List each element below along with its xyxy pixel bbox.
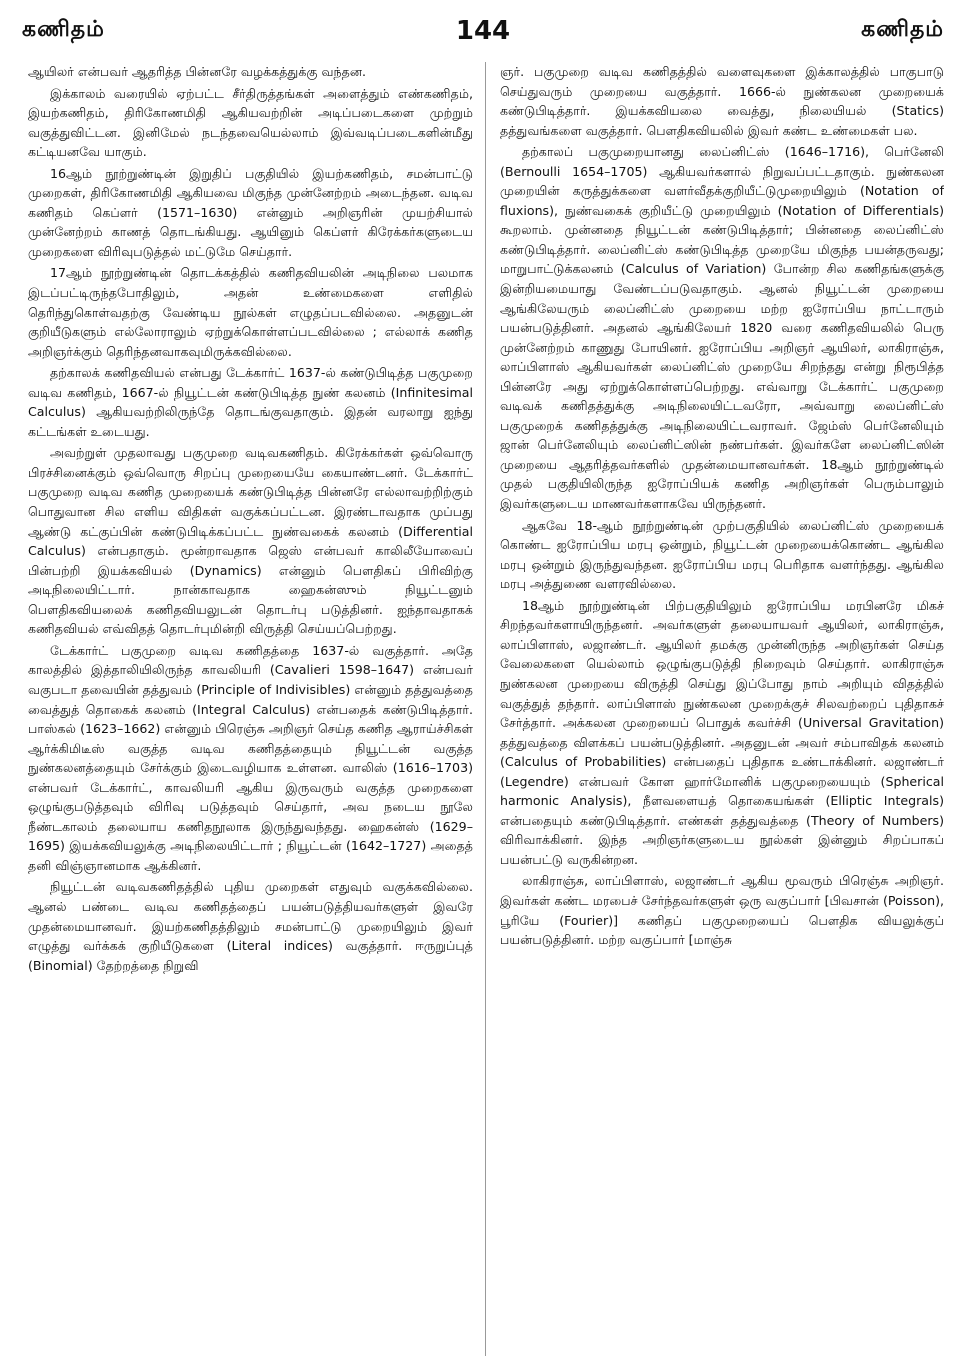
paragraph: டேக்கார்ட் பகுமுறை வடிவ கணிதத்தை 1637-ல் வகுத்தார். அதே காலத்தில் இத்தாலியிலிருந்த காவலியரி (Cavalieri 1598–1647) என்பவர் வகுபடா தவையின் தத்துவம் (Principle of Indivisibles) என்னும் தத்துவத்தை வைத்துத் தொகைக் கலனம் (Integral Calculus) என்பதைக் கண்டுபிடித்தார். பாஸ்கல் (1623–1662) என்னும் பிரெஞ்சு அறிஞர் செய்த கணித ஆராய்ச்சிகள் ஆர்க்கிமிடீஸ் வகுத்த வடிவ கணிதத்தையும் நியூட்டன் வகுத்த நுண்கலனத்தையும் சேர்க்கும் இடைவழியாக உள்ளன. வாலிஸ் (1616–1703) என்பவர் டேக்கார்ட், காவலியரி ஆகிய இருவரும் வகுத்த முறைகளை ஒழுங்குபடுத்தவும் விரிவு படுத்தவும் செய்தார், அவ நடைய நூலே நீண்டகாலம் தலையாய கணிதநூலாக இருந்துவந்தது. ஹைகன்ஸ் (1629–1695) இயக்கவியலுக்கு அடிநிலையிட்டார் ; நியூட்டன் (1642–1727) அதைத் தனி விஞ்ஞானமாக ஆக்கினர். xyxy=(28,642,473,873)
page-number: 144 xyxy=(455,16,511,46)
paragraph: லாகிராஞ்சு, லாப்பிளாஸ், லஜாண்டர் ஆகிய மூவரும் பிரெஞ்சு அறிஞர். இவர்கள் கண்ட மரபைச் சேர்ந்தவர்களுள் ஒரு வகுப்பார் [பிவசான் (Poisson), பூரியே (Fourier)] கணிதப் பகுமுறையைப் பௌதிக வியலுக்குப் பயன்படுத்தினர். மற்ற வகுப்பார் [மாஞ்சு xyxy=(500,873,944,948)
paragraph: நியூட்டன் வடிவகணிதத்தில் புதிய முறைகள் எதுவும் வகுக்கவில்லை. ஆனல் பண்டை வடிவ கணிதத்தைப் பயன்படுத்தியவர்களுள் இவரே முதன்மையானவர். இயற்கணிதத்திலும் சமன்பாட்டு முறையிலும் இவர் எழுத்து வர்க்கக் குறியீடுகளை (Literal indices) வகுத்தார். ஈருறுப்புத் (Binomial) தேற்றத்தை நிறுவி xyxy=(28,879,473,973)
paragraph: 16ஆம் நூற்றுண்டின் இறுதிப் பகுதியில் இயற்கணிதம், சமன்பாட்டு முறைகள், திரிகோணமிதி ஆகியவை மிகுந்த முன்னேற்றம் அடைந்தன. வடிவ கணிதம் கெப்ளர் (1571–1630) என்னும் அறிஞரின் முயற்சியால் முன்னேற்றம் காணத் தொடங்கியது. ஆயினும் கெப்ளர் கிரேக்கர்களுடைய முறைகளை விரிவுபடுத்தல் மட்டுமே செய்தார். xyxy=(28,165,473,259)
left-column xyxy=(28,62,486,1356)
paragraph: இக்காலம் வரையில் ஏற்பட்ட சீர்திருத்தங்கள் அளைத்தும் எண்கணிதம், இயற்கணிதம், திரிகோணமிதி ஆகியவற்றின் அடிப்படைகளை முற்றும் வகுத்துவிட்டன. இனிமேல் நடந்தவையெல்லாம் இவ்வடிப்படைகளின்மீது கட்டியனவே யாகும். xyxy=(28,85,473,160)
page-header xyxy=(22,10,944,52)
paragraph: 17ஆம் நூற்றுண்டின் தொடக்கத்தில் கணிதவியலின் அடிநிலை பலமாக இடப்பட்டிருந்தபோதிலும், அதன் உண்மைகளை எளிதில் தெரிந்துகொள்வதற்கு வேண்டிய நூல்கள் எழுதப்படவில்லை. அதனுடன் குறியீடுகளும் எல்லோராலும் ஏற்றுக்கொள்ளப்படவில்லை ; எல்லாக் கணித அறிஞர்க்கும் தெரிந்தனவாகவுமிருக்கவில்லை. xyxy=(28,265,473,359)
running-head-right: கணிதம் xyxy=(861,17,944,42)
paragraph: அவற்றுள் முதலாவது பகுமுறை வடிவகணிதம். கிரேக்கர்கள் ஒவ்வொரு பிரச்சினைக்கும் ஒவ்வொரு சிறப்பு முறையையே கையாண்டனர். டேக்கார்ட் பகுமுறை வடிவ கணித முறையைக் கண்டுபிடித்த பின்னரே எல்லாவற்றிற்கும் பொதுவான சில எளிய விதிகள் வகுக்கப்பட்டன. இரண்டாவதாக முப்பது ஆண்டு கட்குப்பின் கண்டுபிடிக்கப்பட்ட நுண்வகைக் கலனம் (Differential Calculus) என்பதாகும். மூன்றாவதாக ஜெஸ் என்பவர் காலிலீயோவைப் பின்பற்றி இயக்கவியல் (Dynamics) என்னும் பௌதிகப் பிரிவிற்கு அடிநிலையிட்டார். நான்காவதாக ஹைகன்ஸும் நியூட்டனும் பௌதிகவியலைக் கணிதவியலுடன் தொடர்பு படுத்தினர். ஐந்தாவதாகக் கணிதவியல் எவ்விதத் தொடர்புமின்றி விருத்தி செய்யப்பெற்றது. xyxy=(28,445,473,637)
paragraph: ஆயிலர் என்பவர் ஆதரித்த பின்னரே வழக்கத்துக்கு வந்தன. xyxy=(28,64,367,79)
paragraph: ஆகவே 18-ஆம் நூற்றுண்டின் முற்பகுதியில் லைப்னிட்ஸ் முறையைக் கொண்ட ஐரோப்பிய மரபு ஒன்றும், நியூட்டன் முறையைக்கொண்ட ஆங்கில மரபு ஒன்றும் இருந்துவந்தன. ஐரோப்பிய மரபு பெரிதாக வளர்ந்தது. ஆங்கில மரபு அத்துணை வளரவில்லை. xyxy=(500,517,944,592)
running-head-left: கணிதம் xyxy=(22,17,105,42)
right-column xyxy=(486,62,944,1356)
paragraph: ஞர். பகுமுறை வடிவ கணிதத்தில் வளைவுகளை இக்காலத்தில் பாகுபாடு செய்துவரும் முறையை வகுத்தார். 1666-ல் நுண்கலன முறையைக் கண்டுபிடித்தார். இயக்கவியலை வைத்து, நிலையியல் (Statics) தத்துவங்களை வகுத்தார். பௌதிகவியலில் இவர் கண்ட உண்மைகள் பல. xyxy=(500,64,944,138)
paragraph: தற்காலக் கணிதவியல் என்பது டேக்கார்ட் 1637-ல் கண்டுபிடித்த பகுமுறை வடிவ கணிதம், 1667-ல் நியூட்டன் கண்டுபிடித்த நுண் கலனம் (Infinitesimal Calculus) ஆகியவற்றிலிருந்தே தொடங்குவதாகும். இதன் வரலாறு ஐந்து கட்டங்கள் உடையது. xyxy=(28,365,473,439)
paragraph: தற்காலப் பகுமுறையானது லைப்னிட்ஸ் (1646–1716), பெர்னேலி (Bernoulli 1654–1705) ஆகியவர்களால் நிறுவப்பட்டதாகும். நுண்கலன முறையின் கருத்துக்களை வளர்வீதக்குறியீட்டுமுறையிலும் (Notation of fluxions), நுண்வகைக் குறியீட்டு முறையிலும் (Notation of Differentials) கூறலாம். முன்னதை நியூட்டன் கண்டுபிடித்தார்; பின்னதை லைப்னிட்ஸ் கண்டுபிடித்தார். லைப்னிட்ஸ் கண்டுபிடித்த முறையே மிகுந்த பயன்தருவது; மாறுபாட்டுக்கலனம் (Calculus of Variation) போன்ற சில கணிதங்களுக்கு இன்றியமையாது வேண்டப்படுவதாகும். ஆனல் நியூட்டன் முறையை ஆங்கிலேயரும் லைப்னிட்ஸ் முறையை மற்ற ஐரோப்பிய நாட்டாரும் பயன்படுத்தினர். அதனல் ஆங்கிலேயர் 1820 வரை கணிதவியலில் பெரு முன்னேற்றம் காணுது போயினர். ஐரோப்பிய அறிஞர் ஆயிலர், லாகிராஞ்சு, லாப்பிளாஸ் ஆகியவர்கள் லைப்னிட்ஸ் முறையே சிறந்தது என்று நிரூபித்த பின்னரே அது ஏற்றுக்கொள்ளப்பெற்றது. எவ்வாறு டேக்கார்ட் பகுமுறை வடிவக் கணிதத்துக்கு அடிநிலையிட்டவரோ, அவ்வாறு லைப்னிட்ஸ் பகுமுறைக் கணிதத்துக்கு அடிநிலையிட்டவராவர். ஜேம்ஸ் பெர்னேலியும் ஜான் பெர்னேலியும் லைப்னிட்ஸின் நண்பர்கள். இவர்களே லைப்னிட்ஸின் முறையை ஆதரித்தவர்களில் முதன்மையானவர்கள். 18ஆம் நூற்றுண்டில் முதல் பகுதியிலிருந்த ஐரோப்பியக் கணித அறிஞர்கள் பெரும்பாலும் இவர்களுடைய மாணவர்களாகவே யிருந்தனர். xyxy=(500,144,944,512)
text-columns xyxy=(28,62,944,1356)
paragraph: 18ஆம் நூற்றுண்டின் பிற்பகுதியிலும் ஐரோப்பிய மரபினரே மிகச் சிறந்தவர்களாயிருந்தனர். அவர்களுள் தலையாயவர் ஆயிலர், லாகிராஞ்சு, லாப்பிளாஸ், லஜாண்டர். ஆயிலர் தமக்கு முன்னிருந்த அறிஞர்கள் செய்த வேலைகளை யெல்லாம் ஒழுங்குபடுத்தி நிறைவும் செய்தார். லாகிராஞ்சு நுண்கலன முறையை விருத்தி செய்து இப்போது நாம் அறியும் விதத்தில் வகுத்துத் தந்தார். லாப்பிளாஸ் நுண்கலன முறைக்குச் சிலவற்றைப் புதிதாகச் சேர்த்தார். அக்கலன முறையைப் பொதுக் கவர்ச்சி (Universal Gravitation) தத்துவத்தை விளக்கப் பயன்படுத்தினர். அதனுடன் அவர் சம்பாவிதக் கலனம் (Calculus of Probabilities) என்பதைப் புதிதாக உண்டாக்கினர். லஜாண்டர் (Legendre) என்பவர் கோள ஹார்மோனிக் பகுமுறையையும் (Spherical harmonic Analysis), நீளவளையத் தொகையங்கள் (Elliptic Integrals) என்பதையும் கண்டுபிடித்தார். எண்கள் தத்துவத்தை (Theory of Numbers) விரிவாக்கினர். இந்த அறிஞர்களுடைய நூல்கள் இன்னும் சிறப்பாகப் பயன்பட்டு வருகின்றன. xyxy=(500,597,944,867)
